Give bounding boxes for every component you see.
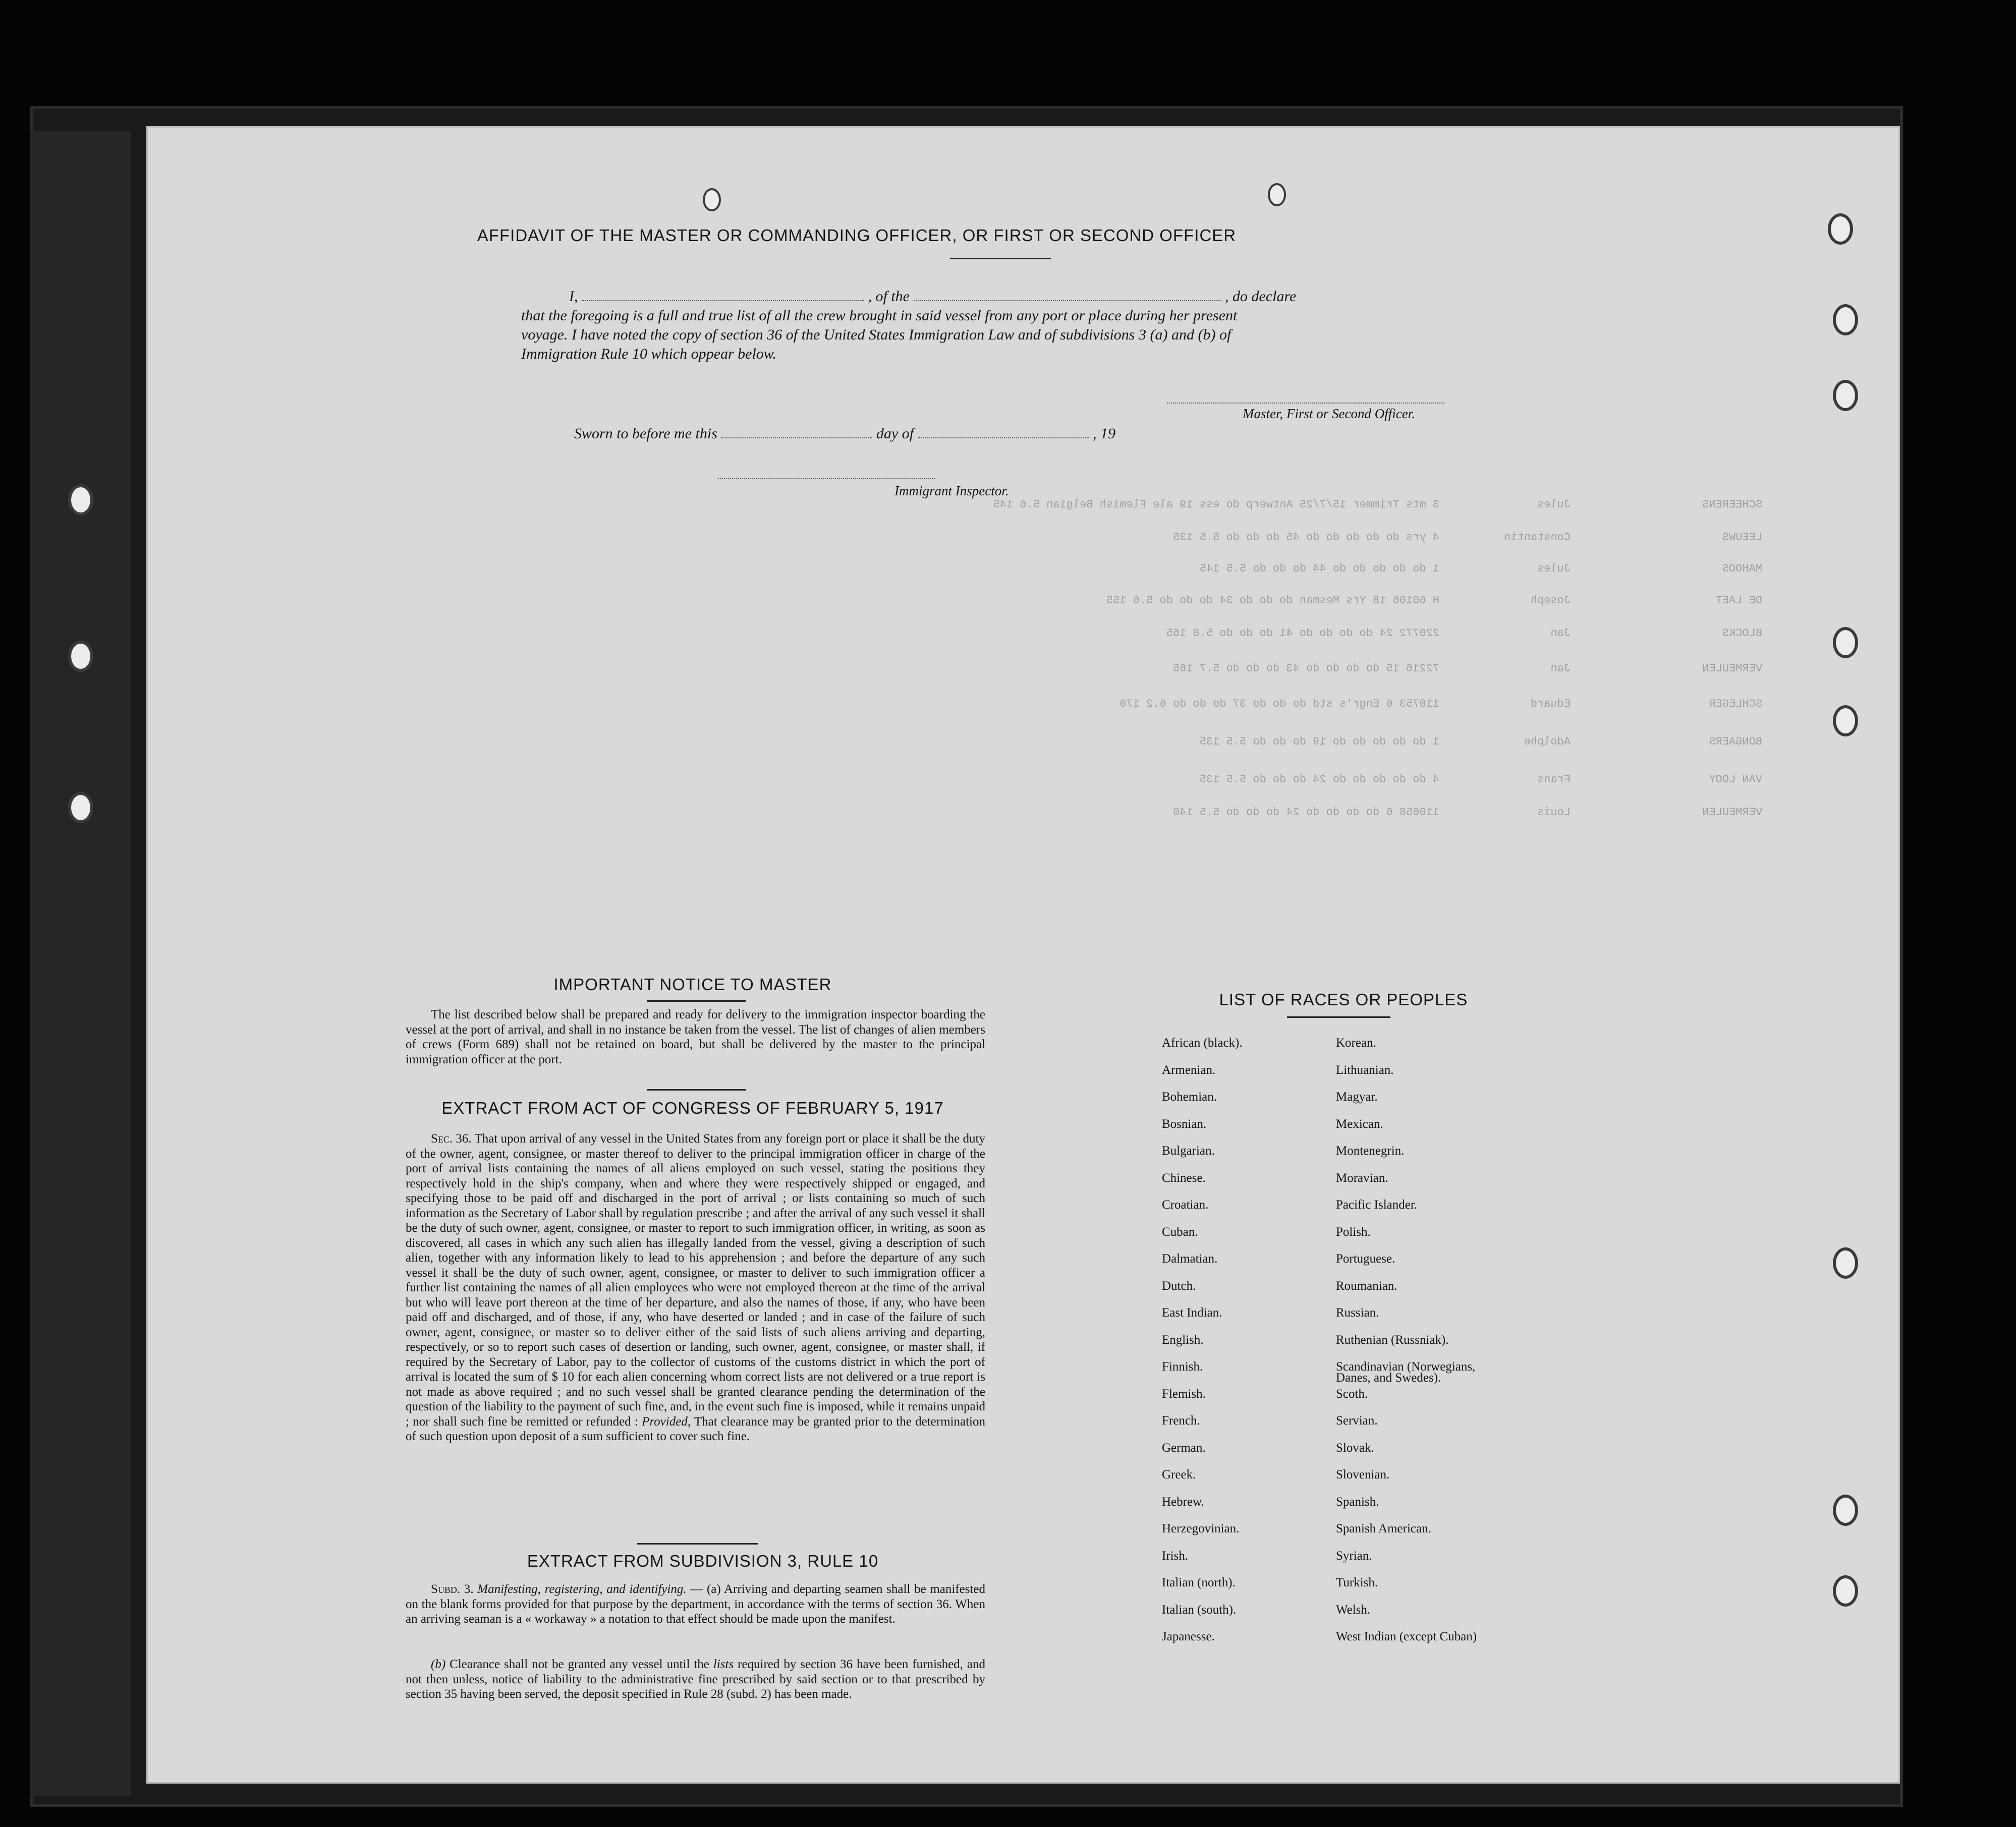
inspector-signature-line[interactable] — [718, 478, 935, 479]
ghost-row-text: 220772 24 do do do do 41 do do do 5.8 165 — [1166, 627, 1439, 640]
vessel-blank[interactable] — [914, 300, 1221, 301]
divider — [1287, 1016, 1390, 1018]
subd-a-text: — (a) Arriving and departing seamen shall be manifested on the blank forms provided for that purpose by the department, in accordance with the terms of section 36. When an arriving seaman is a « workaway » a notation to that effect should be made upon the manifest. — [406, 1582, 985, 1626]
rule-title: EXTRACT FROM SUBDIVISION 3, RULE 10 — [527, 1552, 879, 1570]
punch-hole — [1833, 1495, 1858, 1526]
master-signature-line[interactable] — [1167, 403, 1444, 404]
ghost-given-name: Adolphe — [1524, 735, 1571, 748]
ghost-given-name: Louis — [1537, 806, 1571, 819]
ghost-surname: LEEUWS — [1722, 531, 1762, 544]
race-item: Bosnian. — [1162, 1117, 1207, 1131]
rule-subd-a — [406, 1582, 985, 1627]
race-item: English. — [1162, 1333, 1204, 1347]
race-item: East Indian. — [1162, 1306, 1222, 1320]
notice-title: IMPORTANT NOTICE TO MASTER — [553, 975, 832, 994]
race-item: French. — [1162, 1414, 1200, 1428]
ghost-row-text: 110658 6 do do do do 24 do do do 5.5 140 — [1172, 806, 1439, 819]
race-item: Chinese. — [1162, 1171, 1206, 1185]
race-item: Danes, and Swedes). — [1336, 1371, 1441, 1385]
ghost-surname: VAN LOOY — [1709, 773, 1762, 786]
race-item: Croatian. — [1162, 1198, 1209, 1212]
ghost-surname: BONGAERS — [1709, 735, 1762, 748]
race-item: Servian. — [1336, 1414, 1378, 1428]
race-item: Hebrew. — [1162, 1495, 1204, 1509]
section-text-end: That clearance may be granted prior to the determination of such question upon deposit of a sum sufficient to cover such fine. — [406, 1414, 985, 1443]
divider — [647, 1000, 746, 1002]
divider — [647, 1089, 746, 1091]
race-item: Flemish. — [1162, 1387, 1206, 1401]
sworn-line — [574, 425, 1115, 442]
sworn-label: Sworn to before me this — [574, 425, 717, 442]
divider — [637, 1543, 758, 1545]
ghost-given-name: Jules — [1537, 562, 1571, 575]
name-blank[interactable] — [582, 300, 864, 301]
ghost-row-text: 110753 6 Engr's std do do do 37 do do do 6.2 170 — [1119, 698, 1439, 710]
declaration-line-2: that the foregoing is a full and true list of all the crew brought in said vessel from any port or place during her present — [521, 307, 1238, 324]
race-item: Slovenian. — [1336, 1468, 1390, 1481]
race-item: Irish. — [1162, 1549, 1189, 1563]
race-item: Herzegovinian. — [1162, 1522, 1240, 1535]
races-column-1 — [1162, 1037, 1243, 1658]
race-item: Syrian. — [1336, 1549, 1372, 1563]
inspector-signature-label: Immigrant Inspector. — [894, 483, 1009, 498]
month-blank[interactable] — [918, 437, 1089, 438]
punch-hole — [1833, 705, 1858, 736]
race-item: Italian (south). — [1162, 1603, 1237, 1617]
race-item: Portuguese. — [1336, 1252, 1395, 1266]
subd-b-lists: lists — [713, 1658, 734, 1671]
ghost-row-text: 72216 15 do do do do 43 do do do 5.7 165 — [1172, 662, 1439, 675]
subd-b-label: (b) — [431, 1658, 446, 1671]
ghost-given-name: Jan — [1550, 627, 1571, 640]
binder-spine — [30, 131, 131, 1796]
race-item: Japanesse. — [1162, 1630, 1215, 1643]
race-item: Pacific Islander. — [1336, 1198, 1418, 1212]
race-item: Montenegrin. — [1336, 1144, 1405, 1158]
ghost-given-name: Eduard — [1530, 698, 1571, 710]
race-item: Roumanian. — [1336, 1279, 1397, 1293]
race-item: Moravian. — [1336, 1171, 1388, 1185]
race-item: Scoth. — [1336, 1387, 1368, 1401]
declaration-of-the: , of the — [868, 288, 910, 305]
race-item: Bulgarian. — [1162, 1144, 1215, 1158]
ghost-surname: VERMEULEN — [1702, 806, 1762, 819]
notice-body: The list described below shall be prepared and ready for delivery to the immigration inspector boarding the vessel at the port of arrival, and shall in no instance be taken from the vessel. The list of changes of alien members of crews (Form 689) shall not be retained on board, but shall be delivered by the master to the principal immigration officer at the port. — [406, 1008, 985, 1066]
declaration-declare: , do declare — [1225, 288, 1297, 305]
race-item: Spanish American. — [1336, 1522, 1431, 1535]
declaration-line-4: Immigration Rule 10 which oppear below. — [521, 346, 777, 362]
race-item: Armenian. — [1162, 1063, 1216, 1077]
race-item: Scandinavian (Norwegians, — [1336, 1360, 1476, 1374]
subd-b-text-2: required by section 36 have been furnished, and not then unless, notice of liability to the administrative fine prescribed by said section or to that prescribed by section 35 having been served, the deposit specified in Rule 28 (subd. 2) has been made. — [406, 1658, 986, 1701]
punch-hole — [1833, 380, 1858, 411]
race-item: Mexican. — [1336, 1117, 1383, 1131]
race-item: Turkish. — [1336, 1576, 1378, 1589]
provided-word: Provided, — [642, 1414, 691, 1429]
master-signature-label: Master, First or Second Officer. — [1243, 406, 1415, 421]
punch-hole — [1833, 304, 1858, 335]
race-item: Polish. — [1336, 1225, 1371, 1239]
race-item: Slovak. — [1336, 1441, 1374, 1455]
race-item: Welsh. — [1336, 1603, 1371, 1617]
subd-label: Subd. 3. — [431, 1582, 474, 1596]
ghost-surname: SCHLEGER — [1709, 698, 1762, 710]
ghost-surname: DE LAET — [1715, 594, 1762, 607]
ghost-surname: MAHOOS — [1722, 562, 1762, 575]
document-page — [146, 126, 1900, 1784]
ghost-given-name: Jules — [1537, 498, 1571, 511]
day-blank[interactable] — [721, 437, 872, 438]
punch-hole — [1833, 627, 1858, 658]
race-item: Cuban. — [1162, 1225, 1198, 1239]
declaration-line-3: voyage. I have noted the copy of section 36 of the United States Immigration Law and of subdivisions 3 (a) and (b) of — [521, 326, 1231, 343]
ghost-given-name: Frans — [1537, 773, 1571, 786]
race-item: Finnish. — [1162, 1360, 1203, 1374]
subd-b-text-1: Clearance shall not be granted any vessel until the — [450, 1658, 709, 1671]
affidavit-title: AFFIDAVIT OF THE MASTER OR COMMANDING OFFICER, OR FIRST OR SECOND OFFICER — [477, 226, 1237, 245]
ghost-row-text: 3 mts Trimmer 15/7/25 Antwerp do ess 19 ale Flemish Belgian 5.6 145 — [993, 498, 1439, 511]
race-item: Magyar. — [1336, 1090, 1378, 1104]
race-item: African (black). — [1162, 1036, 1243, 1050]
section-label: Sec. 36. — [431, 1132, 472, 1146]
punch-hole — [1833, 1575, 1858, 1607]
section-text: That upon arrival of any vessel in the United States from any foreign port or place it shall be the duty of the owner, agent, consignee, or master thereof to deliver to the principal immigration officer in charge of the port of arrival lists containing the names of all aliens employed on such vessel, stating the positions they respectively hold in the ship's company, when and where they were respectively shipped or engaged, and specifying those to be paid off and discharged in the port of arrival ; or lists containing so much of such information as the Secretary of Labor shall by regulation prescribe ; and after the arrival of any such vessel it shall be the duty of such owner, agent, consignee, or master to report to such immigration officer, in writing, as soon as discovered, all cases in which any such alien has illegally landed from the vessel, giving a description of such alien, together with any information likely to lead to his apprehension ; and before the departure of any such vessel it shall be the duty of such owner, agent, consignee, or master to deliver to such immigration officer a further list containing the names of all alien employees who were not employed thereon at the time of the arrival but who will leave port thereon at the time of her departure, and also the names of those, if any, who have been paid off and discharged, and of those, if any, who have deserted or landed ; and in case of the failure of such owner, agent, consignee, or master so to deliver either of the said lists of such aliens arriving and departing, respectively, or so to report such cases of desertion or landing, such owner, agent, consignee, or master shall, if required by the Secretary of Labor, pay to the collector of customs of the customs district in which the port of arrival is located the sum of $ 10 for each alien concerning whom correct lists are not delivered or a true report is not made as above required ; and no such vessel shall be granted clearance pending the determination of the question of the liability to the payment of such fine, and, in the event such fine is imposed, while it remains unpaid ; nor shall such fine be remitted or refunded : — [406, 1132, 985, 1429]
act-body — [406, 1131, 985, 1444]
race-item: Spanish. — [1336, 1495, 1379, 1509]
binder-hole — [68, 641, 93, 672]
ghost-row-text: H 60106 18 Yrs Mesman do do do 34 do do do 5.6 155 — [1106, 594, 1439, 607]
ghost-given-name: Constantin — [1503, 531, 1571, 544]
punch-hole — [1833, 1247, 1858, 1279]
act-title: EXTRACT FROM ACT OF CONGRESS OF FEBRUARY 5, 1917 — [441, 1099, 944, 1117]
race-item: Dutch. — [1162, 1279, 1196, 1293]
race-item: Korean. — [1336, 1036, 1376, 1050]
punch-hole — [703, 188, 721, 211]
ghost-row-text: 1 do do do do do 44 do do do 5.5 145 — [1199, 562, 1439, 575]
ghost-surname: BLOCKS — [1722, 627, 1762, 640]
ghost-row-text: 1 do do do do do 19 do do do 5.5 135 — [1199, 735, 1439, 748]
race-item: German. — [1162, 1441, 1206, 1455]
divider — [950, 258, 1051, 259]
race-item: Greek. — [1162, 1468, 1196, 1481]
declaration-line-1 — [569, 288, 1296, 305]
race-item: Dalmatian. — [1162, 1252, 1218, 1266]
race-item: Bohemian. — [1162, 1090, 1217, 1104]
year-label: , 19 — [1093, 425, 1116, 442]
rule-subd-b — [406, 1657, 985, 1702]
day-of-label: day of — [876, 425, 914, 442]
declaration-i: I, — [569, 288, 578, 305]
ghost-row-text: 4 do do do do do 24 do do do 5.5 135 — [1199, 773, 1439, 786]
punch-hole — [1828, 213, 1853, 245]
ghost-surname: SCHEERENS — [1702, 498, 1762, 511]
race-item: Italian (north). — [1162, 1576, 1236, 1589]
subd-heading: Manifesting, registering, and identifying. — [477, 1582, 687, 1596]
ghost-given-name: Jan — [1550, 662, 1571, 675]
race-item: Ruthenian (Russniak). — [1336, 1333, 1449, 1347]
race-item: Russian. — [1336, 1306, 1379, 1320]
ghost-given-name: Joseph — [1530, 594, 1571, 607]
punch-hole — [1268, 183, 1286, 206]
races-column-2 — [1336, 1037, 1477, 1658]
races-title: LIST OF RACES OR PEOPLES — [1219, 990, 1468, 1009]
binder-hole — [68, 792, 93, 823]
race-item: Lithuanian. — [1336, 1063, 1394, 1077]
ghost-row-text: 4 yrs do do do do do 45 do do do 5.5 135 — [1172, 531, 1439, 544]
ghost-surname: VERMEULEN — [1702, 662, 1762, 675]
binder-hole — [68, 484, 93, 516]
race-item: West Indian (except Cuban) — [1336, 1630, 1477, 1643]
